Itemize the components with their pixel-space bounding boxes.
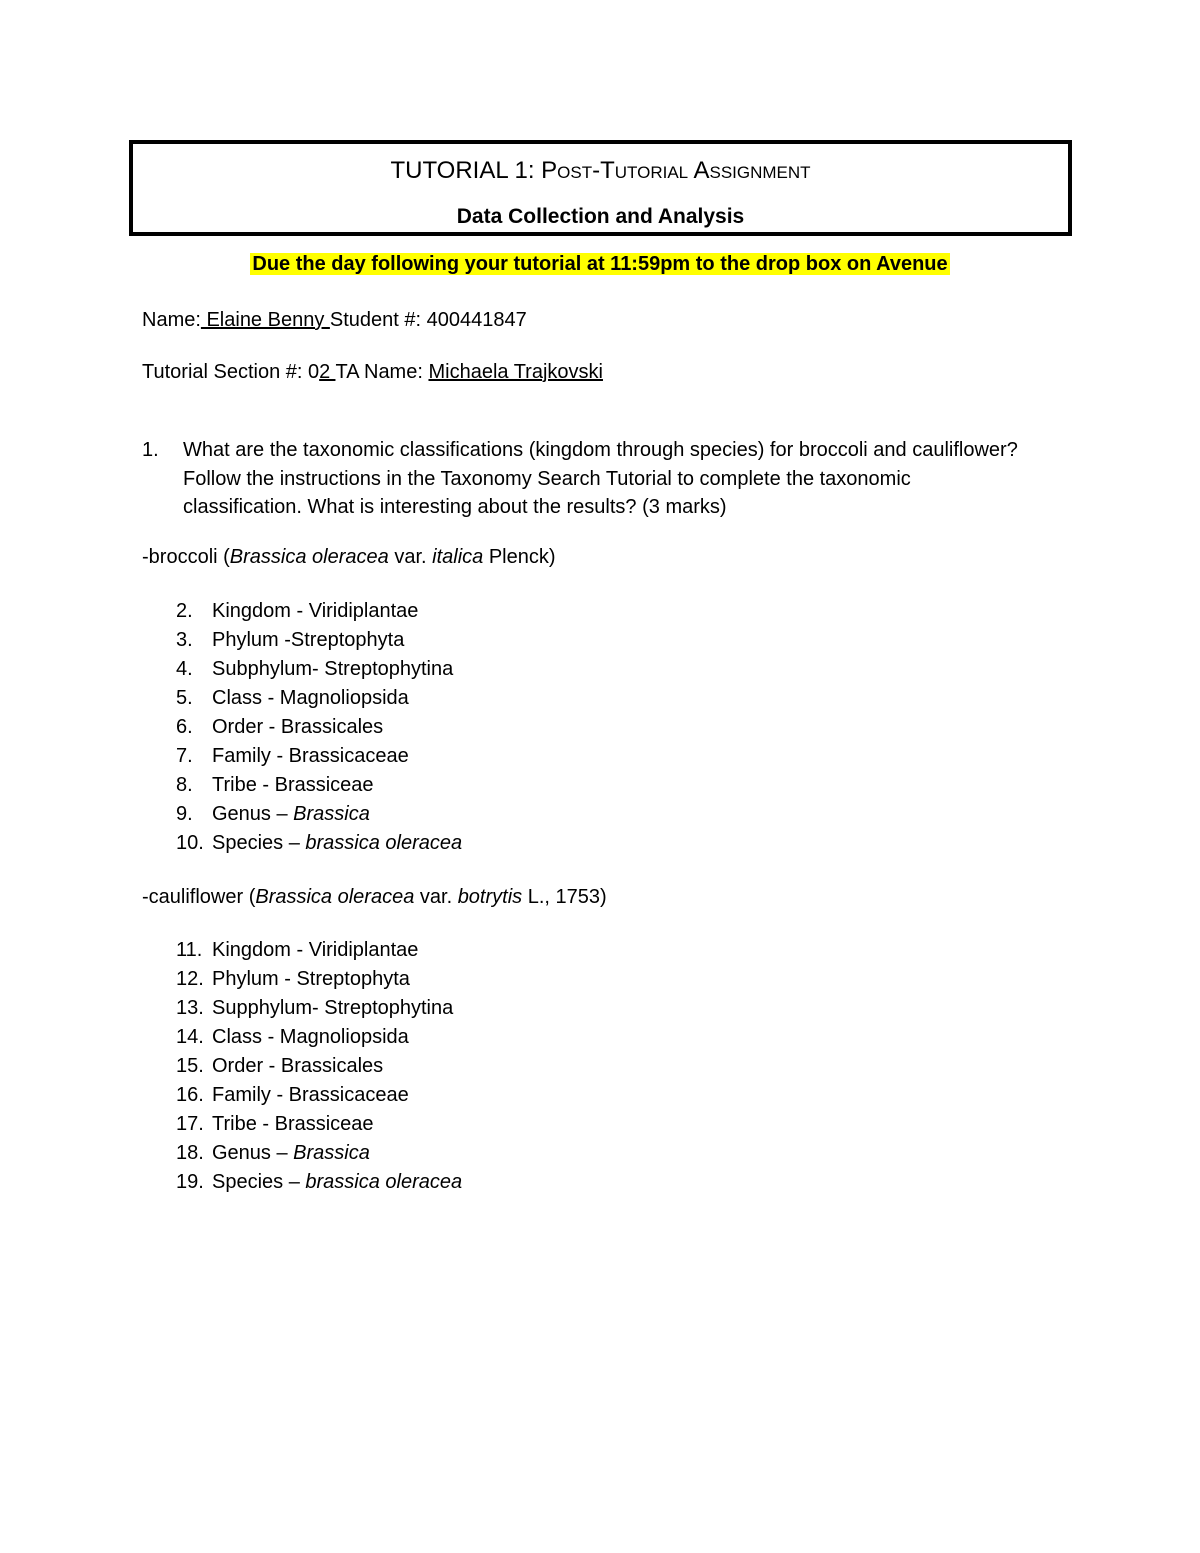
list-item [176, 936, 462, 965]
list-item [176, 1052, 462, 1081]
list-item [176, 771, 462, 800]
cauliflower-heading [142, 884, 607, 910]
list-item-number: 7. [176, 745, 193, 767]
list-item-text: Order - Brassicales [212, 716, 384, 738]
list-item [176, 800, 462, 829]
cauliflower-taxonomy-list [176, 936, 462, 1197]
list-item-italic: Brassica [293, 1142, 370, 1164]
student-number-label: Student #: [329, 309, 427, 331]
cauliflower-var: var. [414, 886, 458, 908]
list-item [176, 1023, 462, 1052]
ta-label: TA Name: [335, 361, 429, 383]
list-item [176, 994, 462, 1023]
list-item [176, 829, 462, 858]
cauliflower-species: Brassica oleracea [255, 886, 415, 908]
list-item-number: 5. [176, 687, 193, 709]
list-item-text: Genus – [212, 803, 294, 825]
list-item-number: 4. [176, 658, 193, 680]
list-item-number: 8. [176, 774, 193, 796]
list-item-text: Order - Brassicales [212, 1055, 384, 1077]
due-notice [0, 251, 1200, 277]
title-prefix: TUTORIAL 1: [390, 157, 542, 184]
list-item-text: Species – [212, 832, 306, 854]
list-item [176, 1081, 462, 1110]
section-label: Tutorial Section #: 0 [142, 361, 320, 383]
list-item-italic: Brassica [293, 803, 370, 825]
list-item [176, 655, 462, 684]
name-line [142, 307, 527, 333]
cauliflower-variety: botrytis [457, 886, 523, 908]
list-item-text: Class - Magnoliopsida [212, 1026, 409, 1048]
list-item-text: Family - Brassicaceae [212, 745, 409, 767]
due-notice-highlight: Due the day following your tutorial at 11:59pm to the drop box on Avenue [252, 253, 948, 275]
list-item-number: 19. [176, 1171, 204, 1193]
list-item-italic: brassica oleracea [305, 832, 463, 854]
list-item-text: Kingdom - Viridiplantae [212, 600, 419, 622]
list-item [176, 626, 462, 655]
list-item-number: 18. [176, 1142, 204, 1164]
list-item-number: 16. [176, 1084, 204, 1106]
broccoli-taxonomy-list [176, 597, 462, 858]
list-item-number: 11. [176, 939, 203, 961]
question-number: 1. [142, 439, 159, 461]
list-item-italic: brassica oleracea [305, 1171, 463, 1193]
cauliflower-heading-start: -cauliflower ( [142, 886, 256, 908]
broccoli-heading [142, 544, 556, 570]
list-item-text: Phylum - Streptophyta [212, 968, 410, 990]
list-item-number: 15. [176, 1055, 204, 1077]
list-item-text: Phylum -Streptophyta [212, 629, 405, 651]
broccoli-var: var. [388, 546, 433, 568]
list-item-text: Tribe - Brassiceae [212, 1113, 374, 1135]
list-item-number: 10. [176, 832, 204, 854]
list-item-number: 13. [176, 997, 204, 1019]
broccoli-heading-end: Plenck) [483, 546, 556, 568]
page-subtitle: Data Collection and Analysis [456, 205, 745, 228]
student-number-value: 400441847 [426, 309, 527, 331]
list-item-number: 12. [176, 968, 204, 990]
name-label: Name: [142, 309, 201, 331]
list-item-text: Species – [212, 1171, 306, 1193]
list-item [176, 965, 462, 994]
list-item-number: 17. [176, 1113, 204, 1135]
list-item [176, 597, 462, 626]
list-item [176, 684, 462, 713]
list-item-text: Tribe - Brassiceae [212, 774, 374, 796]
section-line [142, 359, 603, 385]
title-small-caps: Post-Tutorial Assignment [541, 157, 811, 184]
list-item [176, 1139, 462, 1168]
cauliflower-heading-end: L., 1753) [522, 886, 607, 908]
list-item-text: Family - Brassicaceae [212, 1084, 409, 1106]
list-item-number: 9. [176, 803, 193, 825]
list-item-text: Class - Magnoliopsida [212, 687, 409, 709]
page-title [133, 156, 1068, 186]
list-item [176, 742, 462, 771]
list-item-text: Genus – [212, 1142, 294, 1164]
section-value: 2 [319, 361, 336, 383]
broccoli-variety: italica [432, 546, 484, 568]
broccoli-species: Brassica oleracea [229, 546, 389, 568]
list-item-number: 6. [176, 716, 193, 738]
title-box [129, 140, 1072, 236]
question-text: What are the taxonomic classifications (kingdom through species) for broccoli and cauliflower? Follow the instructions in the Taxonomy Search Tutorial to complete the taxonomic classification. What is interesting about the results? (3 marks) [183, 439, 1018, 518]
list-item-text: Subphylum- Streptophytina [212, 658, 454, 680]
ta-value: Michaela Trajkovski [428, 361, 603, 383]
list-item-text: Supphylum- Streptophytina [212, 997, 454, 1019]
list-item-text: Kingdom - Viridiplantae [212, 939, 419, 961]
list-item [176, 1110, 462, 1139]
list-item-number: 14. [176, 1026, 204, 1048]
list-item [176, 1168, 462, 1197]
list-item-number: 3. [176, 629, 193, 651]
name-value: Elaine Benny [200, 309, 330, 331]
list-item [176, 713, 462, 742]
broccoli-heading-start: -broccoli ( [142, 546, 230, 568]
list-item-number: 2. [176, 600, 193, 622]
